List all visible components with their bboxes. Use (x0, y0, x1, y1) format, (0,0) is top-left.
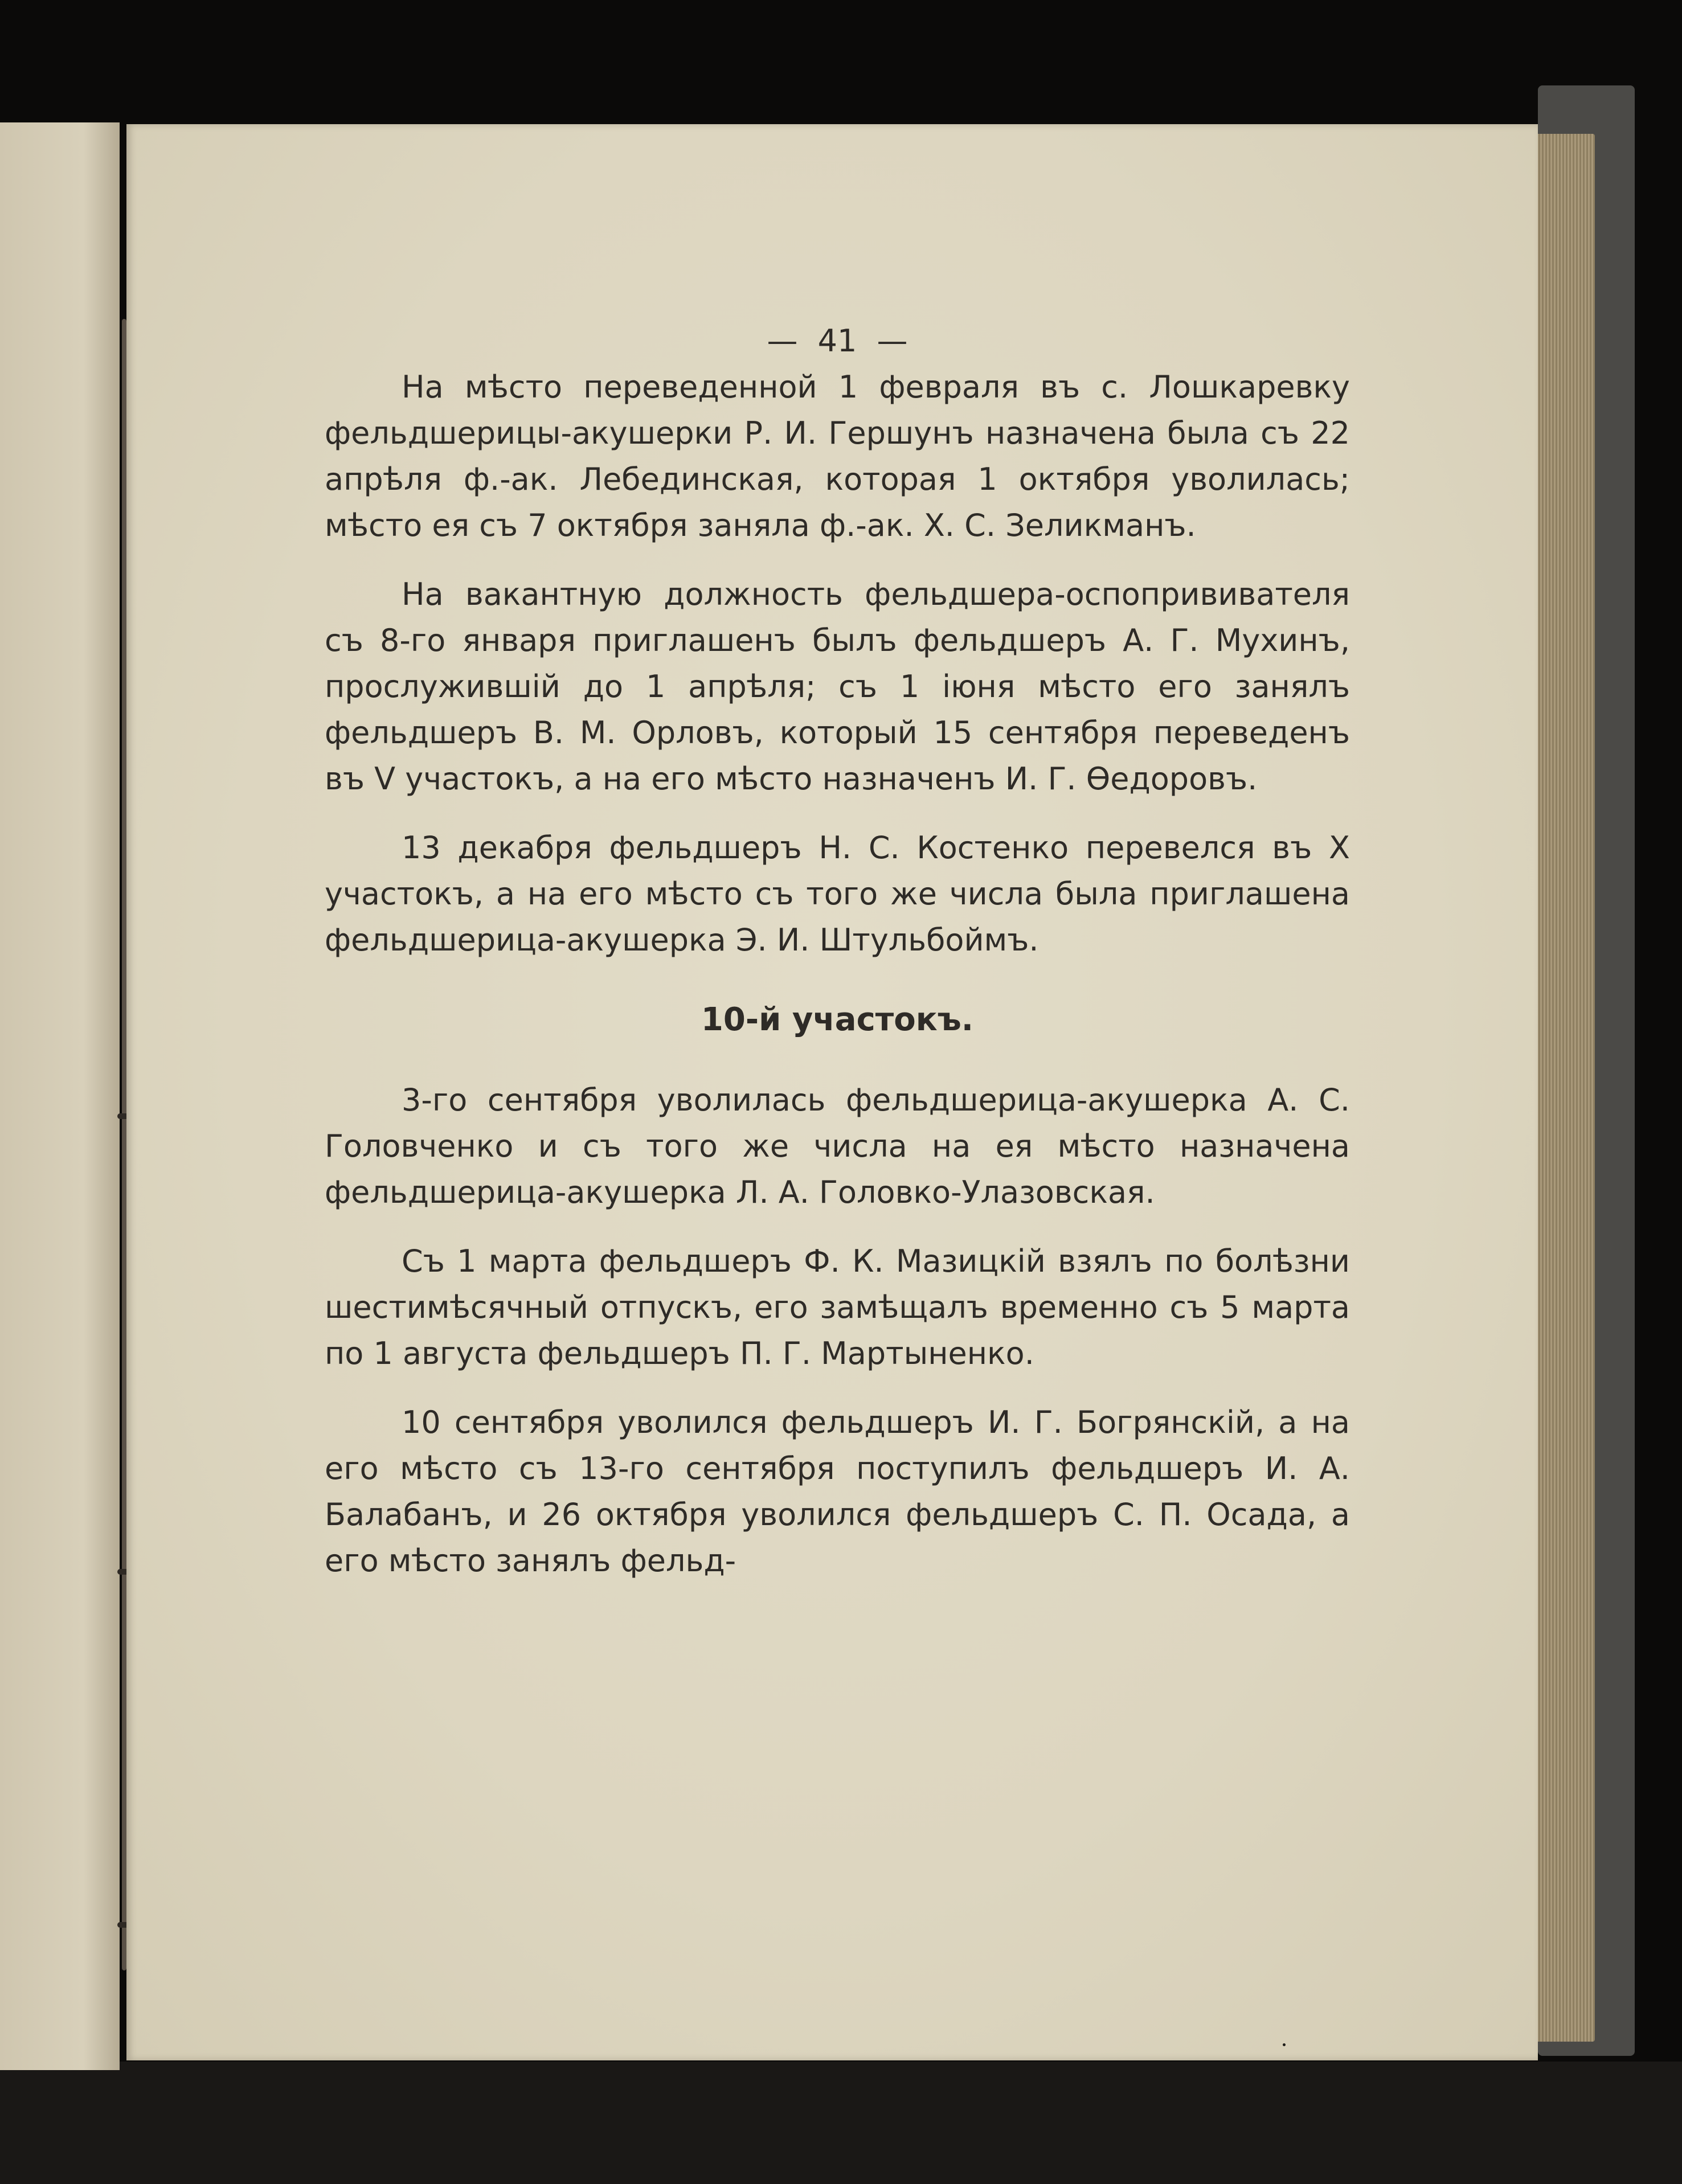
left-page-edge (0, 122, 120, 2070)
paragraph: 3-го сентября уволилась фельдшерица-акушерка А. С. Головченко и съ того же числа на ея мѣсто назначена фельдшерица-акушерка Л. А. Головко-Улазовская. (325, 1082, 1350, 1210)
page-number: — 41 — (767, 323, 908, 359)
paragraph: На мѣсто переведенной 1 февраля въ с. Лошкаревку фельдшерицы-акушерки Р. И. Гершунъ назначена была съ 22 апрѣля ф.-ак. Лебединская, которая 1 октября уволилась; мѣсто ея съ 7 октября заняла ф.-ак. Х. С. Зеликманъ. (325, 369, 1350, 543)
paragraph: 10 сентября уволился фельдшеръ И. Г. Богрянскій, а на его мѣсто съ 13-го сентября поступилъ фельдшеръ И. А. Балабанъ, и 26 октября уволился фельдшеръ С. П. Осада, а его мѣсто занялъ фельд- (325, 1404, 1350, 1579)
book-page (126, 124, 1538, 2060)
paragraph: Съ 1 марта фельдшеръ Ф. К. Мазицкій взялъ по болѣзни шестимѣсячный отпускъ, его замѣщалъ временно съ 5 марта по 1 августа фельдшеръ П. Г. Мартыненко. (325, 1243, 1350, 1371)
speck (1283, 2043, 1286, 2046)
book-cover-bottom (0, 2062, 1682, 2184)
paragraph: 13 декабря фельдшеръ Н. С. Костенко перевелся въ X участокъ, а на его мѣсто съ того же числа была приглашена фельдшерица-акушерка Э. И. Штульбоймъ. (325, 830, 1350, 958)
binding-thread (122, 319, 126, 1970)
paragraph: На вакантную должность фельдшера-оспопрививателя съ 8-го января приглашенъ былъ фельдшеръ А. Г. Мухинъ, прослужившій до 1 апрѣля; съ 1 іюня мѣсто его занялъ фельдшеръ В. М. Орловъ, который 15 сентября переведенъ въ V участокъ, а на его мѣсто назначенъ И. Г. Ѳедоровъ. (325, 576, 1350, 797)
page-text (325, 318, 1350, 1607)
section-heading: 10-й участокъ. (701, 1001, 974, 1038)
